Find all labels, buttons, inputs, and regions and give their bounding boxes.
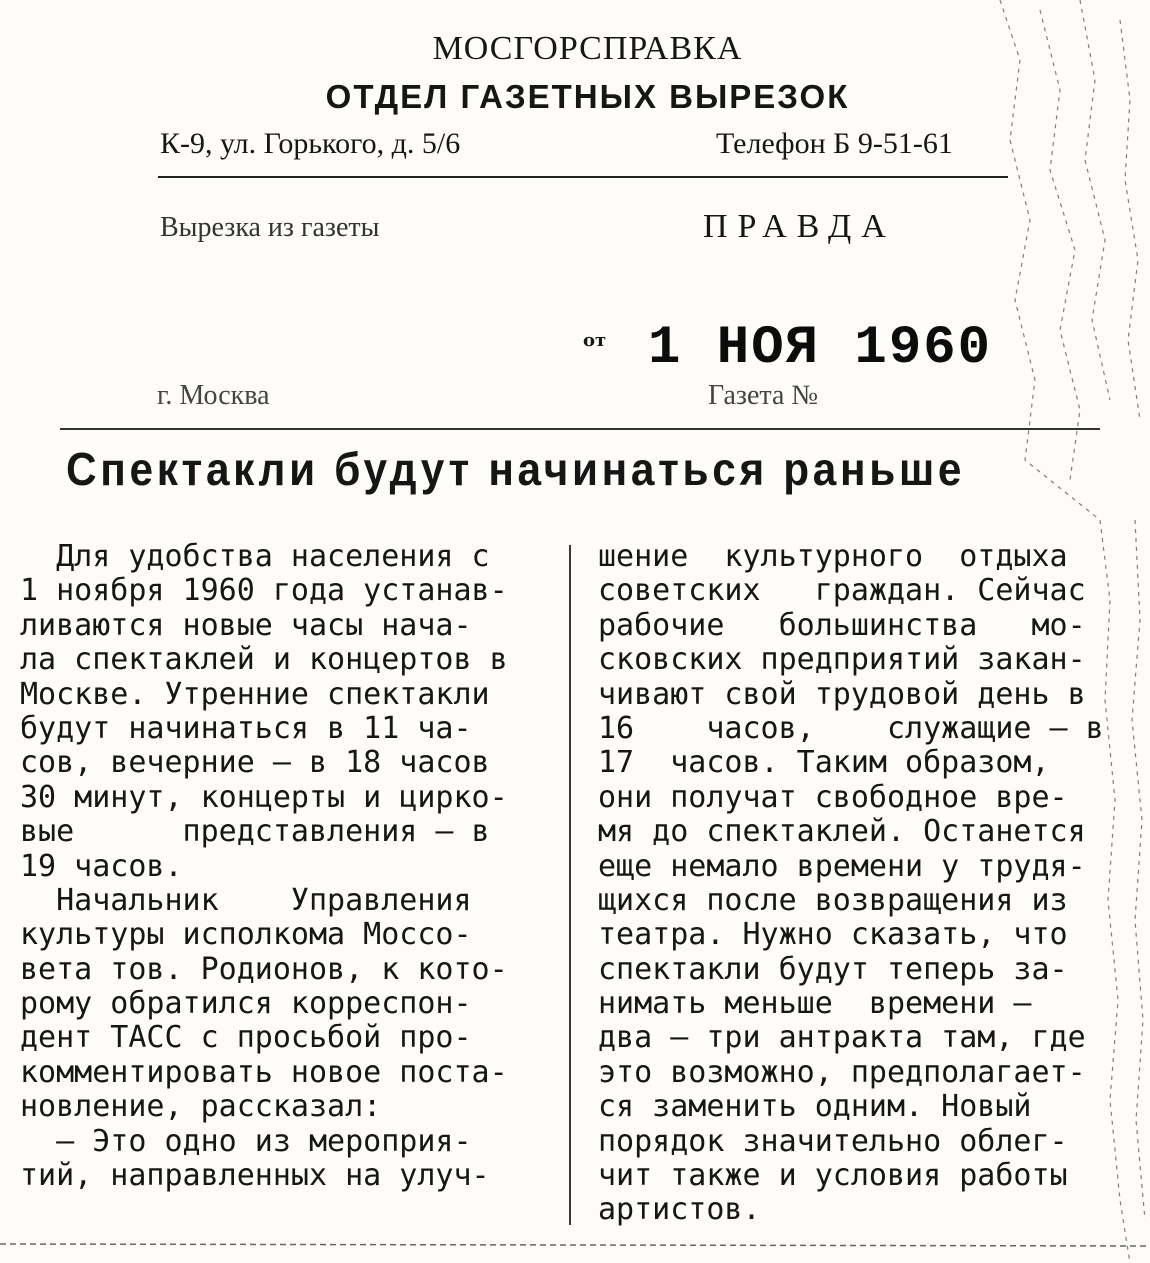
article-line: Начальник Управления (20, 882, 472, 918)
article-line: спектакли будут теперь за- (598, 951, 1068, 987)
article-column-1 (20, 540, 540, 1193)
article-line: дент ТАСС с просьбой про- (20, 1020, 472, 1056)
article-line: ла спектаклей и концертов в (20, 642, 508, 678)
article-line: ливаются новые часы нача- (20, 607, 472, 643)
article-line: сов, вечерние — в 18 часов (20, 745, 490, 781)
header-rule (158, 176, 1008, 178)
article-line: новление, рассказал: (20, 1089, 382, 1125)
article-line: порядок значительно облег- (598, 1123, 1068, 1159)
phone-number: Телефон Б 9-51-61 (716, 127, 953, 160)
article-line: еще немало времени у трудя- (598, 848, 1086, 884)
article-line: театра. Нужно сказать, что (598, 917, 1068, 953)
article-line: будут начинаться в 11 ча- (20, 710, 472, 746)
organization-name: МОСГОРСПРАВКА (432, 30, 743, 67)
bottom-torn-edge (0, 1236, 1150, 1263)
article-line: рабочие большинства мо- (598, 607, 1086, 643)
article-line: Для удобства населения с (20, 539, 490, 574)
article-line: вые представления — в (20, 814, 490, 850)
article-line: 17 часов. Таким образом, (598, 745, 1050, 781)
article-line: 1 ноября 1960 года устанав- (20, 573, 508, 609)
column-divider (569, 545, 571, 1225)
article-line: чивают свой трудовой день в (598, 676, 1086, 712)
article-line: тий, направленных на улуч- (20, 1158, 490, 1194)
city-label: г. Москва (157, 380, 270, 411)
article-line: вета тов. Родионов, к кото- (20, 951, 508, 987)
article-line: 16 часов, служащие — в (598, 710, 1104, 746)
article-line: мя до спектаклей. Останется (598, 814, 1086, 850)
address: К-9, ул. Горького, д. 5/6 (160, 127, 461, 160)
article-line: — Это одно из мероприя- (20, 1123, 472, 1159)
article-line: щихся после возвращения из (598, 882, 1068, 918)
newspaper-name: ПРАВДА (703, 208, 896, 245)
article-line: сковских предприятий закан- (598, 642, 1086, 678)
article-line: артистов. (598, 1192, 761, 1228)
article-line: это возможно, предполагает- (598, 1054, 1086, 1090)
article-line: культуры исполкома Моссо- (20, 917, 472, 953)
issue-number-label: Газета № (708, 380, 819, 411)
clipping-rule (60, 428, 1100, 430)
department-name: ОТДЕЛ ГАЗЕТНЫХ ВЫРЕЗОК (325, 78, 850, 115)
article-line: два — три антракта там, где (598, 1020, 1086, 1056)
date-stamp: 1 НОЯ 1960 (648, 318, 993, 379)
article-line: 30 минут, концерты и цирко- (20, 779, 508, 815)
article-line: ся заменить одним. Новый (598, 1089, 1032, 1125)
article-line: 19 часов. (20, 848, 183, 884)
clipping-source-label: Вырезка из газеты (160, 212, 380, 243)
article-line: рому обратился корреспон- (20, 986, 472, 1022)
article-line: советских граждан. Сейчас (598, 573, 1086, 609)
article-line: чит также и условия работы (598, 1158, 1068, 1194)
article-line: нимать меньше времени — (598, 986, 1032, 1022)
article-headline: Спектакли будут начинаться раньше (66, 443, 966, 495)
article-line: комментировать новое поста- (20, 1054, 508, 1090)
date-prefix: от (583, 330, 607, 351)
article-column-2 (598, 540, 1118, 1228)
article-line: шение культурного отдыха (598, 539, 1068, 574)
article-line: они получат свободное вре- (598, 779, 1068, 815)
article-line: Москве. Утренние спектакли (20, 676, 490, 712)
